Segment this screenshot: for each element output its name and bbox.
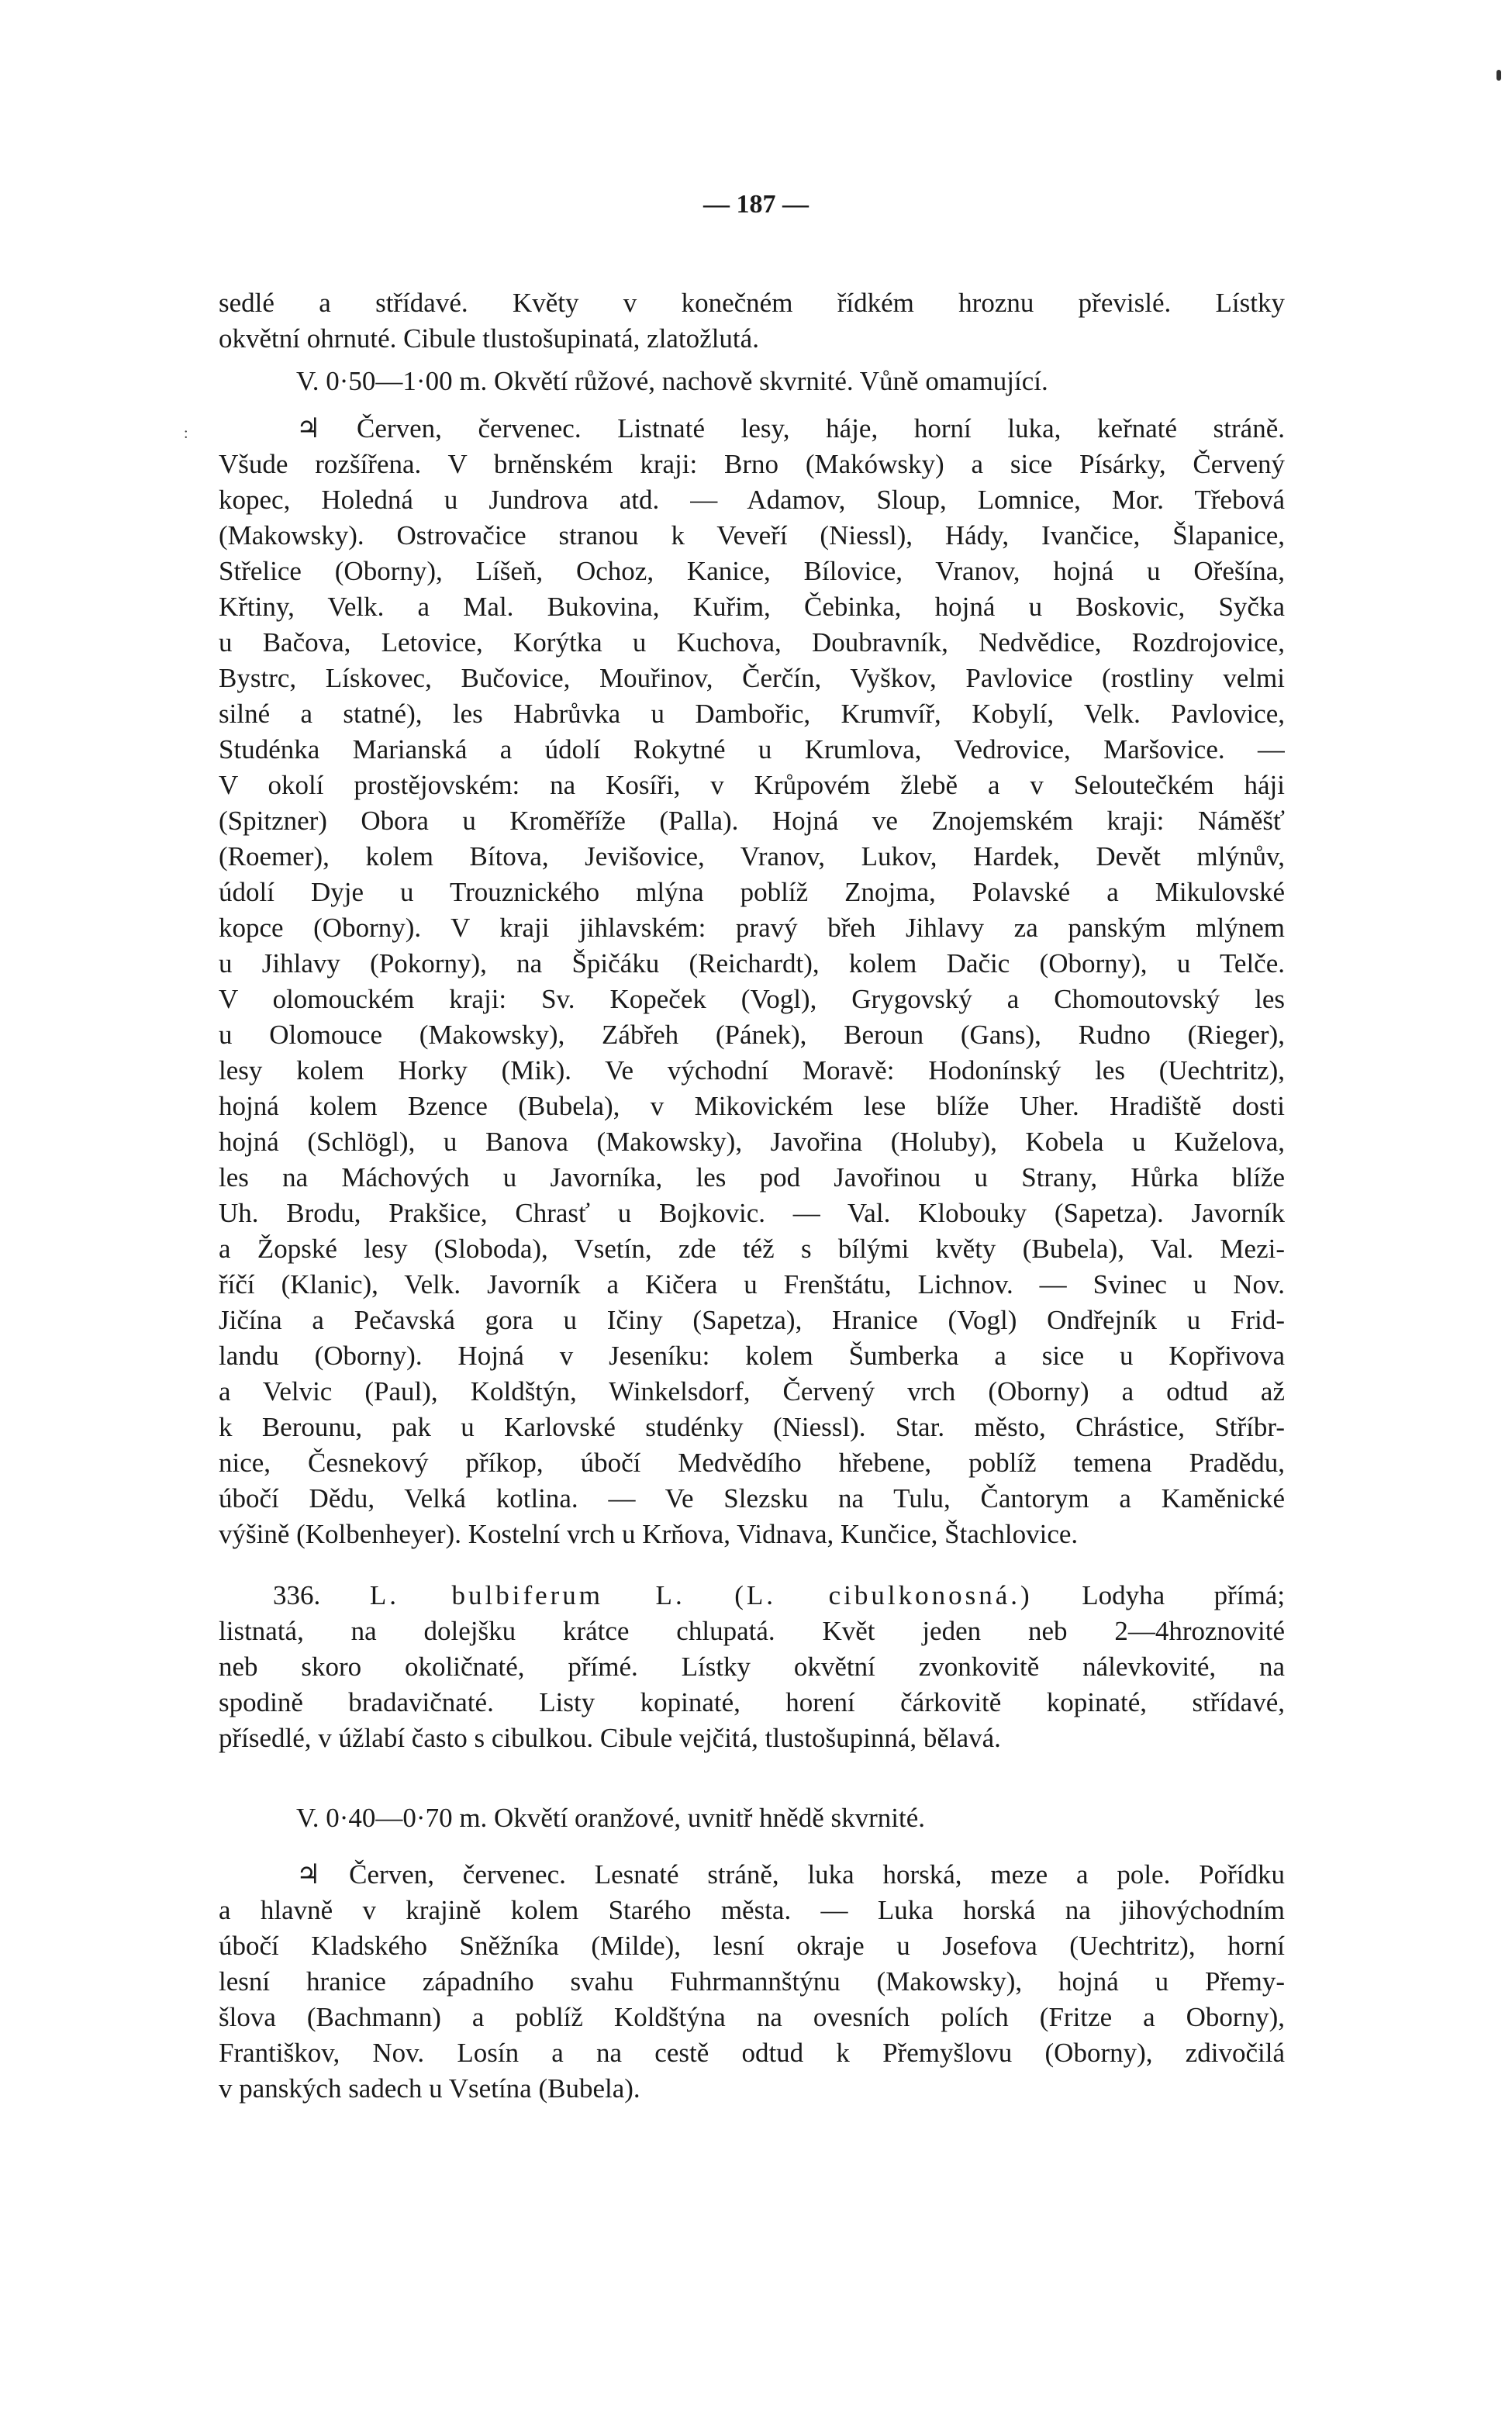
text-line: silné a statné), les Habrůvka u Dambořic, Krumvíř, Kobylí, Velk. Pavlovice, (219, 699, 1285, 729)
text-line: lesní hranice západního svahu Fuhrmannštýnu (Makowsky), hojná u Přemy- (219, 1966, 1285, 1997)
text-line: Uh. Brodu, Prakšice, Chrasť u Bojkovic. — Val. Klobouky (Sapetza). Javorník (219, 1198, 1285, 1228)
text-line: landu (Oborny). Hojná v Jeseníku: kolem Šumberka a sice u Kopřivova (219, 1341, 1285, 1371)
text-line: hojná kolem Bzence (Bubela), v Mikovickém lese blíže Uher. Hradiště dosti (219, 1091, 1285, 1121)
text-line: k Berounu, pak u Karlovské studénky (Niessl). Star. město, Chrástice, Stříbr- (219, 1412, 1285, 1442)
text-line: Křtiny, Velk. a Mal. Bukovina, Kuřim, Čebinka, hojná u Boskovic, Syčka (219, 592, 1285, 622)
text-line: V. 0·50—1·00 m. Okvětí růžové, nachově skvrnité. Vůně omamující. (296, 366, 1048, 396)
text-line: V olomouckém kraji: Sv. Kopeček (Vogl), Grygovský a Chomoutovský les (219, 984, 1285, 1014)
text-line: úbočí Dědu, Velká kotlina. — Ve Slezsku na Tulu, Čantorym a Kaměnické (219, 1483, 1285, 1514)
species-latin-name: L. bulbiferum L. (369, 1580, 685, 1610)
text-line: Jičína a Pečavská gora u Ičiny (Sapetza), Hranice (Vogl) Ondřejník u Frid- (219, 1305, 1285, 1335)
text-line: ♃ Červen, červenec. Lesnaté stráně, luka horská, meze a pole. Pořídku (296, 1859, 1285, 1890)
text-line: kopce (Oborny). V kraji jihlavském: pravý břeh Jihlavy za panským mlýnem (219, 913, 1285, 943)
text-line: (Makowsky). Ostrovačice stranou k Veveří (Niessl), Hády, Ivančice, Šlapanice, (219, 520, 1285, 551)
text-line: údolí Dyje u Trouznického mlýna poblíž Znojma, Polavské a Mikulovské (219, 877, 1285, 907)
text-line: les na Máchových u Javorníka, les pod Javořinou u Strany, Hůrka blíže (219, 1162, 1285, 1193)
text-line: V. 0·40—0·70 m. Okvětí oranžové, uvnitř hnědě skvrnité. (296, 1803, 925, 1833)
text-line: přísedlé, v úžlabí často s cibulkou. Cibule vejčitá, tlustošupinná, bělavá. (219, 1723, 1001, 1753)
text-line: u Bačova, Letovice, Korýtka u Kuchova, Doubravník, Nedvědice, Rozdrojovice, (219, 627, 1285, 658)
text-line: V okolí prostějovském: na Kosíři, v Krůpovém žlebě a v Seloutečkém háji (219, 770, 1285, 800)
text-line: ♃ Červen, červenec. Listnaté lesy, háje, horní luka, keřnaté stráně. (296, 413, 1285, 444)
text-line: říčí (Klanic), Velk. Javorník a Kičera u Frenštátu, Lichnov. — Svinec u Nov. (219, 1269, 1285, 1300)
text-line: neb skoro okoličnaté, přímé. Lístky okvětní zvonkovitě nálevkovité, na (219, 1652, 1285, 1682)
paragraph-distribution-336 (219, 1857, 1285, 2107)
paragraph-continuation (219, 285, 1285, 357)
text-line: spodině bradavičnaté. Listy kopinaté, horení čárkovitě kopinaté, střídavé, (219, 1687, 1285, 1717)
text-line: a hlavně v krajině kolem Starého města. — Luka horská na jihovýchodním (219, 1895, 1285, 1925)
text-line: a Žopské lesy (Sloboda), Vsetín, zde též s bílými květy (Bubela), Val. Mezi- (219, 1234, 1285, 1264)
text-line: úbočí Kladského Sněžníka (Milde), lesní okraje u Josefova (Uechtritz), horní (219, 1931, 1285, 1961)
text-line: u Jihlavy (Pokorny), na Špičáku (Reichardt), kolem Dačic (Oborny), u Telče. (219, 948, 1285, 979)
text-line: Střelice (Oborny), Líšeň, Ochoz, Kanice, Bílovice, Vranov, hojná u Ořešína, (219, 556, 1285, 586)
species-336-entry (219, 1578, 1285, 1756)
paragraph-distribution (219, 411, 1285, 1552)
text-line: a Velvic (Paul), Koldštýn, Winkelsdorf, Červený vrch (Oborny) a odtud až (219, 1376, 1285, 1407)
text-line: hojná (Schlögl), u Banova (Makowsky), Javořina (Holuby), Kobela u Kuželova, (219, 1127, 1285, 1157)
margin-mark: : (184, 425, 188, 442)
text-line: Všude rozšířena. V brněnském kraji: Brno (Makówsky) a sice Písárky, Červený (219, 449, 1285, 479)
species-heading-line (219, 1578, 1285, 1614)
text-line: v panských sadech u Vsetína (Bubela). (219, 2073, 640, 2104)
species-czech-name: (L. cibulkonosná.) (734, 1580, 1033, 1610)
text-line: lesy kolem Horky (Mik). Ve východní Moravě: Hodonínský les (Uechtritz), (219, 1055, 1285, 1086)
text-line: (Roemer), kolem Bítova, Jevišovice, Vranov, Lukov, Hardek, Devět mlýnův, (219, 841, 1285, 872)
text-line: listnatá, na dolejšku krátce chlupatá. Květ jeden neb 2—4hroznovité (219, 1616, 1285, 1646)
page-edge-speck (1496, 70, 1501, 81)
text-line: sedlé a střídavé. Květy v konečném řídkém hroznu převislé. Lístky (219, 288, 1285, 318)
text-line: okvětní ohrnuté. Cibule tlustošupinatá, zlatožlutá. (219, 323, 759, 354)
paragraph-dimensions (219, 364, 1285, 399)
text-line: kopec, Holedná u Jundrova atd. — Adamov, Sloup, Lomnice, Mor. Třebová (219, 485, 1285, 515)
text-line: nice, Česnekový příkop, úbočí Medvědího hřebene, poblíž temena Pradědu, (219, 1448, 1285, 1478)
species-number: 336. (273, 1580, 321, 1610)
species-description-start: Lodyha přímá; (1082, 1580, 1285, 1610)
text-line: výšině (Kolbenheyer). Kostelní vrch u Krňova, Vidnava, Kunčice, Štachlovice. (219, 1519, 1079, 1549)
page-number: — 187 — (703, 190, 809, 219)
text-line: Františkov, Nov. Losín a na cestě odtud k Přemyšlovu (Oborny), zdivočilá (219, 2038, 1285, 2068)
text-line: (Spitzner) Obora u Kroměříže (Palla). Hojná ve Znojemském kraji: Náměšť (219, 806, 1285, 836)
text-line: Bystrc, Lískovec, Bučovice, Mouřinov, Čerčín, Vyškov, Pavlovice (rostliny velmi (219, 663, 1285, 693)
text-line: šlova (Bachmann) a poblíž Koldštýna na ovesních polích (Fritze a Oborny), (219, 2002, 1285, 2032)
paragraph-dimensions-336 (219, 1800, 1285, 1836)
text-line: u Olomouce (Makowsky), Zábřeh (Pánek), Beroun (Gans), Rudno (Rieger), (219, 1020, 1285, 1050)
text-line: Studénka Marianská a údolí Rokytné u Krumlova, Vedrovice, Maršovice. — (219, 734, 1285, 765)
